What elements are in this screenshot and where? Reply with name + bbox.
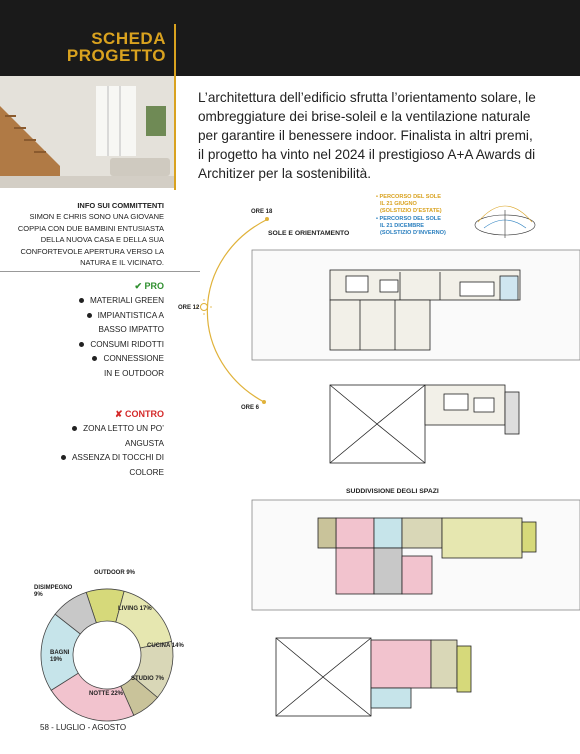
donut-label-living: LIVING 17% [118, 606, 152, 612]
sun-globe-icon [475, 206, 535, 238]
title-line-1: SCHEDA [91, 29, 166, 48]
pro-item: IMPIANTISTICA A BASSO IMPATTO [0, 309, 164, 338]
ore18-label: ORE 18 [251, 209, 273, 215]
sun-legend [376, 194, 446, 237]
page-footer: 58 - LUGLIO - AGOSTO [40, 723, 127, 732]
contro-item: ZONA LETTO UN PO’ ANGUSTA [0, 422, 164, 451]
legend-summer-note: (SOLSTIZIO D’ESTATE) [380, 208, 442, 215]
donut-label-notte: NOTTE 22% [89, 691, 124, 697]
legend-winter-note: (SOLSTIZIO D’INVERNO) [380, 230, 446, 237]
legend-summer: • PERCORSO DEL SOLE [376, 194, 441, 200]
floor-plan-zoning-upper [276, 638, 471, 716]
donut-chart [34, 570, 184, 721]
ore12-label: ORE 12 [178, 305, 200, 311]
title-line-2: PROGETTO [66, 46, 166, 65]
legend-winter-date: IL 21 DICEMBRE [380, 222, 425, 229]
floor-plan-zoning [252, 500, 580, 610]
committenti-title: INFO SUI COMMITTENTI [77, 201, 164, 210]
pro-item: CONSUMI RIDOTTI [0, 338, 164, 353]
pro-item: CONNESSIONE IN E OUTDOOR [0, 352, 164, 381]
floor-plan-upper [330, 385, 519, 463]
donut-slice-living [116, 591, 172, 648]
legend-winter: • PERCORSO DEL SOLE [376, 215, 441, 222]
ore6-label: ORE 6 [241, 405, 260, 411]
donut-label-cucina: CUCINA 14% [147, 643, 184, 649]
donut-label-studio: STUDIO 7% [131, 676, 165, 682]
spaces-title: SUDDIVISIONE DEGLI SPAZI [346, 488, 439, 495]
contro-item: ASSENZA DI TOCCHI DI COLORE [0, 451, 164, 480]
pro-item: MATERIALI GREEN [0, 294, 164, 309]
contro-title: ✘ CONTRO [114, 409, 164, 419]
donut-label-disimpegno: DISIMPEGNO 9% [34, 585, 73, 598]
legend-summer-date: IL 21 GIUGNO [380, 201, 417, 208]
intro-text: L’architettura dell’edificio sfrutta l’orientamento solare, le ombreggiature dei brise-soleil e la ventilazione naturale per garantire il benessere indoor. Finalista in altri premi, il progetto ha vinto nel 2024 il prestigioso A+A Awards di Architizer per la sostenibilità. [198, 90, 536, 181]
orientation-title: SOLE E ORIENTAMENTO [268, 230, 350, 237]
floor-plan-orientation [252, 250, 580, 360]
committenti-text: SIMON E CHRIS SONO UNA GIOVANE COPPIA CON DUE BAMBINI ENTUSIASTA DELLA NUOVA CASA E DELLA SUA CONFORTEVOLE APERTURA VERSO LA NATURA E IL VICINATO. [17, 212, 164, 268]
donut-label-bagni: BAGNI 19% [50, 650, 70, 663]
donut-label-outdoor: OUTDOOR 9% [94, 570, 136, 576]
pro-title: ✔ PRO [134, 281, 164, 291]
